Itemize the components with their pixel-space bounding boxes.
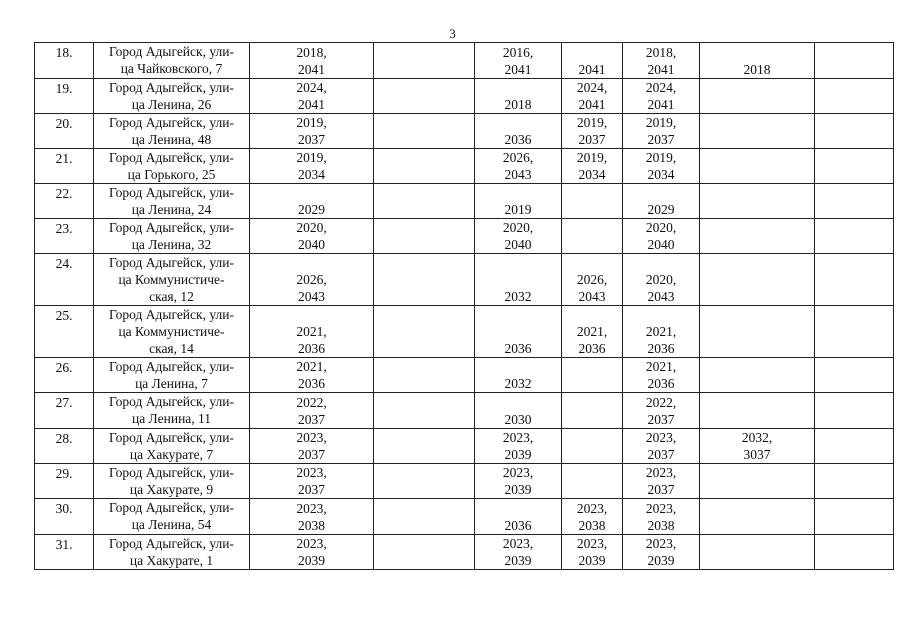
table-row: [35, 184, 894, 219]
year-value: 2029: [647, 202, 675, 217]
year-cell: [475, 149, 562, 184]
year-cell: [475, 306, 562, 358]
row-number-cell: 27.: [35, 393, 94, 429]
year-value: 2024,: [576, 80, 608, 95]
address-cell: [94, 429, 250, 464]
year-cell: [623, 114, 700, 149]
year-cell: [815, 393, 894, 429]
row-number-cell: 28.: [35, 429, 94, 464]
year-value: 2021,: [645, 324, 677, 339]
address-line: Город Адыгейск, ули-: [109, 220, 234, 235]
address-line: Город Адыгейск, ули-: [109, 536, 234, 551]
table-row: [35, 149, 894, 184]
year-cell: [250, 184, 374, 219]
table-row: [35, 79, 894, 114]
year-value: 2037: [647, 132, 675, 147]
year-value: 2023,: [645, 465, 677, 480]
year-cell: [562, 43, 623, 79]
year-value: 2034: [298, 167, 325, 182]
year-cell: [623, 393, 700, 429]
year-value: 2020,: [296, 220, 327, 235]
row-number-cell: 26.: [35, 358, 94, 393]
year-cell: [815, 79, 894, 114]
address-line: ца Горького, 25: [127, 167, 216, 182]
year-value: 2037: [647, 447, 675, 462]
year-cell: [815, 43, 894, 79]
year-cell: [700, 429, 815, 464]
year-cell: [623, 149, 700, 184]
address-line: ца Ленина, 7: [135, 376, 208, 391]
year-value: 2036: [298, 376, 325, 391]
year-value: 2039: [298, 553, 325, 568]
year-cell: [250, 219, 374, 254]
year-value: 3037: [743, 447, 771, 462]
year-cell: [815, 149, 894, 184]
address-cell: [94, 43, 250, 79]
year-cell: [700, 114, 815, 149]
year-value: 2038: [298, 518, 325, 533]
year-value: 2020,: [645, 272, 677, 287]
year-cell: [250, 149, 374, 184]
year-cell: [700, 254, 815, 306]
year-cell: [250, 114, 374, 149]
address-line: ца Хакурате, 9: [129, 482, 214, 497]
year-cell: [623, 535, 700, 570]
year-cell: [374, 114, 475, 149]
year-cell: [623, 184, 700, 219]
year-cell: [623, 499, 700, 535]
address-line: ская, 12: [149, 289, 194, 304]
year-cell: [562, 499, 623, 535]
year-value: 2037: [298, 482, 325, 497]
address-cell: [94, 306, 250, 358]
year-value: 2036: [647, 376, 675, 391]
address-line: ца Коммунистиче-: [118, 272, 225, 287]
row-number-cell: 23.: [35, 219, 94, 254]
year-value: 2037: [298, 412, 325, 427]
year-cell: [700, 535, 815, 570]
table-row: [35, 393, 894, 429]
year-cell: [562, 464, 623, 499]
year-cell: [250, 499, 374, 535]
address-line: Город Адыгейск, ули-: [109, 394, 234, 409]
year-cell: [374, 254, 475, 306]
year-cell: [475, 43, 562, 79]
year-cell: [374, 219, 475, 254]
year-value: 2043: [578, 289, 606, 304]
year-cell: [250, 43, 374, 79]
year-cell: [475, 535, 562, 570]
year-value: 2026,: [576, 272, 608, 287]
year-cell: [374, 429, 475, 464]
year-value: 2018: [504, 97, 532, 112]
row-number-cell: 20.: [35, 114, 94, 149]
table-row: [35, 464, 894, 499]
year-value: 2039: [504, 482, 532, 497]
year-value: 2016,: [502, 45, 534, 60]
year-cell: [623, 358, 700, 393]
year-value: 2037: [298, 447, 325, 462]
year-cell: [250, 79, 374, 114]
year-cell: [815, 535, 894, 570]
year-cell: [475, 184, 562, 219]
address-cell: [94, 393, 250, 429]
year-value: 2018,: [296, 45, 327, 60]
year-value: 2041: [578, 62, 606, 77]
year-cell: [475, 393, 562, 429]
year-value: 2036: [578, 341, 606, 356]
table-row: [35, 358, 894, 393]
year-cell: [562, 184, 623, 219]
year-cell: [374, 499, 475, 535]
year-cell: [250, 358, 374, 393]
year-cell: [374, 184, 475, 219]
row-number-cell: 25.: [35, 306, 94, 358]
row-number-cell: 24.: [35, 254, 94, 306]
year-value: 2024,: [645, 80, 677, 95]
year-value: 2032,: [741, 430, 773, 445]
year-value: 2023,: [296, 536, 327, 551]
year-cell: [250, 464, 374, 499]
year-value: 2039: [647, 553, 675, 568]
year-value: 2023,: [296, 501, 327, 516]
year-value: 2023,: [502, 430, 534, 445]
year-value: 2029: [298, 202, 325, 217]
table-row: [35, 219, 894, 254]
address-line: Город Адыгейск, ули-: [109, 500, 234, 515]
year-cell: [700, 306, 815, 358]
year-cell: [623, 254, 700, 306]
year-value: 2038: [578, 518, 606, 533]
year-value: 2019,: [576, 115, 608, 130]
year-cell: [562, 149, 623, 184]
year-value: 2038: [647, 518, 675, 533]
year-cell: [562, 358, 623, 393]
address-line: ца Ленина, 32: [131, 237, 212, 252]
year-value: 2018: [743, 62, 771, 77]
year-cell: [623, 429, 700, 464]
address-cell: [94, 535, 250, 570]
year-value: 2041: [298, 62, 325, 77]
year-value: 2023,: [296, 465, 327, 480]
address-cell: [94, 114, 250, 149]
year-value: 2036: [504, 341, 532, 356]
year-value: 2041: [647, 97, 675, 112]
table-row: [35, 43, 894, 79]
year-value: 2041: [578, 97, 606, 112]
address-cell: [94, 358, 250, 393]
address-line: ца Чайковского, 7: [120, 61, 223, 76]
year-cell: [250, 254, 374, 306]
year-value: 2037: [578, 132, 606, 147]
year-value: 2036: [504, 132, 532, 147]
year-cell: [815, 429, 894, 464]
year-cell: [623, 79, 700, 114]
address-line: Город Адыгейск, ули-: [109, 307, 234, 322]
address-cell: [94, 464, 250, 499]
year-value: 2021,: [296, 324, 327, 339]
table-row: [35, 499, 894, 535]
year-cell: [815, 219, 894, 254]
year-value: 2041: [504, 62, 532, 77]
year-value: 2019,: [296, 150, 327, 165]
year-cell: [475, 358, 562, 393]
year-cell: [700, 464, 815, 499]
address-line: ца Ленина, 26: [131, 97, 212, 112]
year-cell: [562, 114, 623, 149]
year-cell: [374, 393, 475, 429]
year-value: 2023,: [296, 430, 327, 445]
address-line: Город Адыгейск, ули-: [109, 150, 234, 165]
year-value: 2023,: [645, 430, 677, 445]
year-cell: [475, 464, 562, 499]
year-cell: [250, 429, 374, 464]
year-cell: [623, 464, 700, 499]
year-value: 2020,: [502, 220, 534, 235]
year-cell: [815, 254, 894, 306]
year-value: 2021,: [645, 359, 677, 374]
year-cell: [374, 535, 475, 570]
year-cell: [374, 358, 475, 393]
address-line: ца Ленина, 54: [131, 517, 212, 532]
address-line: ская, 14: [149, 341, 194, 356]
address-line: Город Адыгейск, ули-: [109, 80, 234, 95]
year-value: 2032: [504, 376, 532, 391]
address-line: Город Адыгейск, ули-: [109, 44, 234, 59]
address-cell: [94, 219, 250, 254]
year-cell: [562, 219, 623, 254]
schedule-table: [34, 42, 894, 570]
year-value: 2036: [298, 341, 325, 356]
year-cell: [250, 535, 374, 570]
year-cell: [475, 429, 562, 464]
year-cell: [700, 219, 815, 254]
year-value: 2024,: [296, 80, 327, 95]
year-cell: [815, 499, 894, 535]
address-line: Город Адыгейск, ули-: [109, 115, 234, 130]
year-cell: [815, 358, 894, 393]
year-value: 2022,: [645, 395, 677, 410]
address-line: Город Адыгейск, ули-: [109, 255, 234, 270]
year-cell: [475, 79, 562, 114]
year-value: 2019,: [576, 150, 608, 165]
year-cell: [815, 464, 894, 499]
address-line: ца Хакурате, 1: [129, 553, 214, 568]
year-value: 2037: [647, 412, 675, 427]
year-value: 2023,: [576, 501, 608, 516]
row-number-cell: 31.: [35, 535, 94, 570]
year-value: 2039: [504, 447, 532, 462]
year-value: 2019,: [296, 115, 327, 130]
year-value: 2040: [647, 237, 675, 252]
address-line: Город Адыгейск, ули-: [109, 359, 234, 374]
year-value: 2032: [504, 289, 532, 304]
row-number-cell: 29.: [35, 464, 94, 499]
year-value: 2034: [578, 167, 606, 182]
page-number: 3: [449, 26, 456, 41]
year-cell: [475, 499, 562, 535]
year-value: 2039: [504, 553, 532, 568]
year-cell: [562, 79, 623, 114]
year-cell: [562, 535, 623, 570]
year-cell: [562, 306, 623, 358]
year-cell: [475, 114, 562, 149]
table-row: [35, 535, 894, 570]
address-cell: [94, 149, 250, 184]
row-number-cell: 19.: [35, 79, 94, 114]
year-cell: [374, 306, 475, 358]
row-number-cell: 18.: [35, 43, 94, 79]
year-cell: [700, 79, 815, 114]
row-number-cell: 30.: [35, 499, 94, 535]
year-cell: [815, 184, 894, 219]
year-value: 2043: [504, 167, 532, 182]
year-value: 2018,: [645, 45, 677, 60]
year-cell: [700, 149, 815, 184]
address-line: ца Хакурате, 7: [129, 447, 214, 462]
year-value: 2040: [298, 237, 325, 252]
year-cell: [250, 393, 374, 429]
year-value: 2023,: [576, 536, 608, 551]
year-value: 2020,: [645, 220, 677, 235]
address-cell: [94, 254, 250, 306]
year-value: 2030: [504, 412, 532, 427]
year-cell: [475, 219, 562, 254]
year-value: 2023,: [645, 536, 677, 551]
address-cell: [94, 79, 250, 114]
year-cell: [623, 219, 700, 254]
year-cell: [475, 254, 562, 306]
address-line: ца Ленина, 11: [131, 411, 212, 426]
year-value: 2041: [647, 62, 675, 77]
year-value: 2034: [647, 167, 675, 182]
address-line: ца Ленина, 24: [131, 202, 212, 217]
row-number-cell: 22.: [35, 184, 94, 219]
year-value: 2041: [298, 97, 325, 112]
address-line: Город Адыгейск, ули-: [109, 465, 234, 480]
year-value: 2039: [578, 553, 606, 568]
address-line: ца Ленина, 48: [131, 132, 212, 147]
year-cell: [562, 393, 623, 429]
year-value: 2019,: [645, 115, 677, 130]
year-value: 2040: [504, 237, 532, 252]
address-line: Город Адыгейск, ули-: [109, 430, 234, 445]
table-row: [35, 306, 894, 358]
year-value: 2037: [647, 482, 675, 497]
address-line: Город Адыгейск, ули-: [109, 185, 234, 200]
year-value: 2022,: [296, 395, 327, 410]
year-cell: [700, 43, 815, 79]
row-number-cell: 21.: [35, 149, 94, 184]
year-value: 2023,: [502, 465, 534, 480]
table-row: [35, 114, 894, 149]
year-value: 2023,: [502, 536, 534, 551]
year-cell: [623, 306, 700, 358]
year-value: 2019,: [645, 150, 677, 165]
year-cell: [374, 149, 475, 184]
address-cell: [94, 184, 250, 219]
year-value: 2021,: [576, 324, 608, 339]
year-value: 2043: [647, 289, 675, 304]
year-value: 2026,: [296, 272, 327, 287]
year-cell: [815, 114, 894, 149]
year-value: 2021,: [296, 359, 327, 374]
year-value: 2037: [298, 132, 325, 147]
table-row: [35, 429, 894, 464]
year-value: 2026,: [502, 150, 534, 165]
year-cell: [623, 43, 700, 79]
year-value: 2019: [504, 202, 532, 217]
year-cell: [374, 43, 475, 79]
year-cell: [700, 393, 815, 429]
year-value: 2043: [298, 289, 325, 304]
year-cell: [700, 499, 815, 535]
year-cell: [374, 464, 475, 499]
table-row: [35, 254, 894, 306]
year-value: 2036: [504, 518, 532, 533]
year-cell: [562, 429, 623, 464]
year-cell: [250, 306, 374, 358]
year-cell: [815, 306, 894, 358]
year-value: 2023,: [645, 501, 677, 516]
address-line: ца Коммунистиче-: [118, 324, 225, 339]
year-cell: [374, 79, 475, 114]
year-cell: [700, 358, 815, 393]
year-cell: [700, 184, 815, 219]
year-cell: [562, 254, 623, 306]
address-cell: [94, 499, 250, 535]
year-value: 2036: [647, 341, 675, 356]
